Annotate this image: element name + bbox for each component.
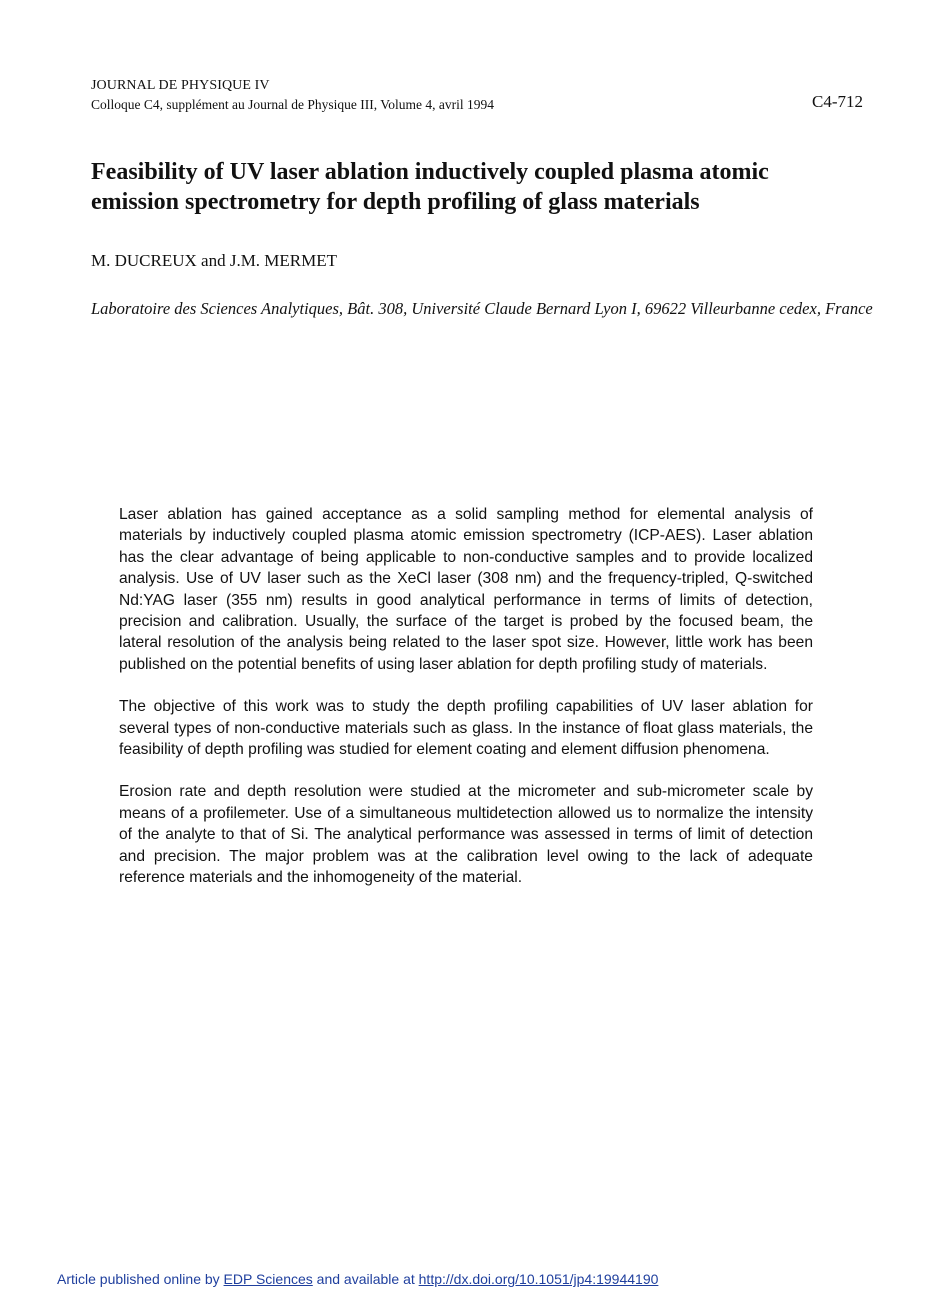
journal-issue: Colloque C4, supplément au Journal de Physique III, Volume 4, avril 1994 — [91, 97, 494, 112]
abstract — [119, 504, 813, 910]
footer-middle: and available at — [316, 1271, 415, 1287]
abstract-paragraph: Laser ablation has gained acceptance as a solid sampling method for elemental analysis of materials by inductively coupled plasma atomic emission spectrometry (ICP-AES). Laser ablation has the clear advantage of being applicable to non-conductive samples and to provide localized analysis. Use of UV laser such as the XeCl laser (308 nm) and the frequency-tripled, Q-switched Nd:YAG laser (355 nm) results in good analytical performance in terms of limits of detection, precision and calibration. Usually, the surface of the target is probed by the focused beam, the lateral resolution of the analysis being related to the laser spot size. However, little work has been published on the potential benefits of using laser ablation for depth profiling study of materials. — [119, 506, 813, 673]
page-number: C4-712 — [812, 92, 863, 111]
doi-link[interactable]: http://dx.doi.org/10.1051/jp4:19944190 — [418, 1271, 659, 1287]
article-title: Feasibility of UV laser ablation inductively coupled plasma atomic emission spectrometry for depth profiling of glass materials — [91, 159, 769, 215]
affiliation: Laboratoire des Sciences Analytiques, Bât. 308, Université Claude Bernard Lyon I, 69622 Villeurbanne cedex, France — [91, 299, 873, 318]
authors: M. DUCREUX and J.M. MERMET — [91, 251, 338, 270]
footer — [57, 1271, 658, 1287]
footer-prefix: Article published online by — [57, 1271, 220, 1287]
journal-name: JOURNAL DE PHYSIQUE IV — [91, 78, 270, 93]
publisher-link[interactable]: EDP Sciences — [223, 1271, 313, 1287]
abstract-paragraph: The objective of this work was to study the depth profiling capabilities of UV laser ablation for several types of non-conductive materials such as glass. In the instance of float glass materials, the feasibility of depth profiling was studied for element coating and element diffusion phenomena. — [119, 698, 813, 759]
abstract-paragraph: Erosion rate and depth resolution were studied at the micrometer and sub-micrometer scale by means of a profilemeter. Use of a simultaneous multidetection allowed us to normalize the intensity of the analyte to that of Si. The analytical performance was assessed in terms of limit of detection and precision. The major problem was at the calibration level owing to the lack of adequate reference materials and the inhomogeneity of the material. — [119, 783, 813, 887]
